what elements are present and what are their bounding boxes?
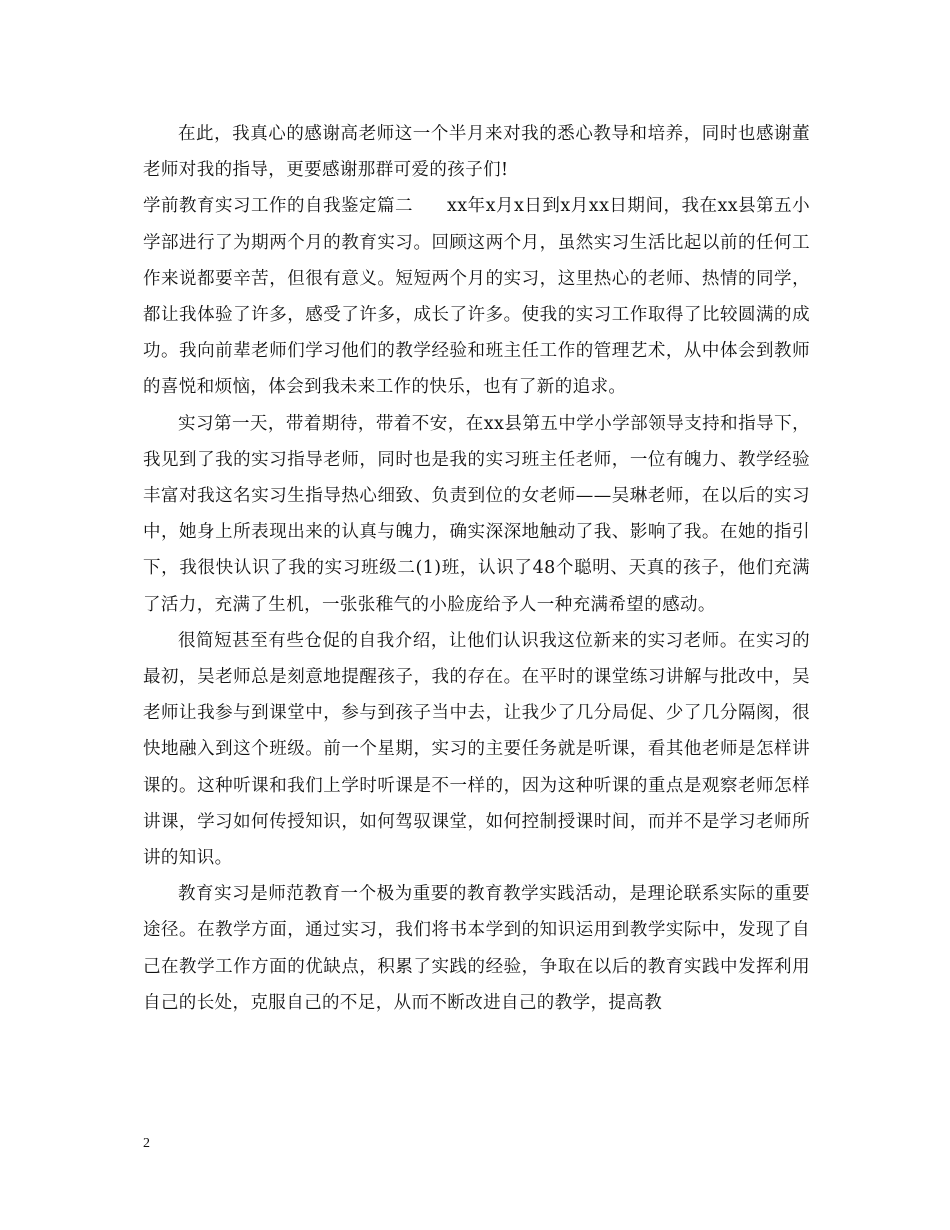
paragraph-section-two-intro xyxy=(143,188,810,405)
paragraph-teaching-practice: 教育实习是师范教育一个极为重要的教育教学实践活动，是理论联系实际的重要途径。在教学方面，通过实习，我们将书本学到的知识运用到教学实际中，发现了自己在教学工作方面的优缺点，积累了实践的经验，争取在以后的教育实践中发挥利用自己的长处，克服自己的不足，从而不断改进自己的教学，提高教 xyxy=(143,884,810,1013)
paragraph-internship-overview: xx年x月x日到x月xx日期间，我在xx县第五小学部进行了为期两个月的教育实习。回顾这两个月，虽然实习生活比起以前的任何工作来说都要辛苦，但很有意义。短短两个月的实习，这里热心的老师、热情的同学，都让我体验了许多，感受了许多，成长了许多。使我的实习工作取得了比较圆满的成功。我向前辈老师们学习他们的教学经验和班主任工作的管理艺术，从中体会到教师的喜悦和烦恼，体会到我未来工作的快乐，也有了新的追求。 xyxy=(143,196,810,398)
section-title: 学前教育实习工作的自我鉴定篇二 xyxy=(143,196,414,217)
paragraph-closing-thanks: 在此，我真心的感谢高老师这一个半月来对我的悉心教导和培养，同时也感谢董老师对我的指导，更要感谢那群可爱的孩子们! xyxy=(143,124,810,181)
paragraph-first-day: 实习第一天，带着期待，带着不安，在xx县第五中学小学部领导支持和指导下，我见到了我的实习指导老师，同时也是我的实习班主任老师，一位有魄力、教学经验丰富对我这名实习生指导热心细致、负责到位的女老师——吴琳老师，在以后的实习中，她身上所表现出来的认真与魄力，确实深深地触动了我、影响了我。在她的指引下，我很快认识了我的实习班级二(1)班，认识了48个聪明、天真的孩子，他们充满了活力，充满了生机，一张张稚气的小脸庞给予人一种充满希望的感动。 xyxy=(143,413,810,615)
document-body xyxy=(143,116,810,1021)
paragraph-self-introduction: 很简短甚至有些仓促的自我介绍，让他们认识我这位新来的实习老师。在实习的最初，吴老师总是刻意地提醒孩子，我的存在。在平时的课堂练习讲解与批改中，吴老师让我参与到课堂中，参与到孩子当中去，让我少了几分局促、少了几分隔阂，很快地融入到这个班级。前一个星期，实习的主要任务就是听课，看其他老师是怎样讲课的。这种听课和我们上学时听课是不一样的，因为这种听课的重点是观察老师怎样讲课，学习如何传授知识，如何驾驭课堂，如何控制授课时间，而并不是学习老师所讲的知识。 xyxy=(143,630,810,869)
page-number: 2 xyxy=(143,1136,150,1151)
